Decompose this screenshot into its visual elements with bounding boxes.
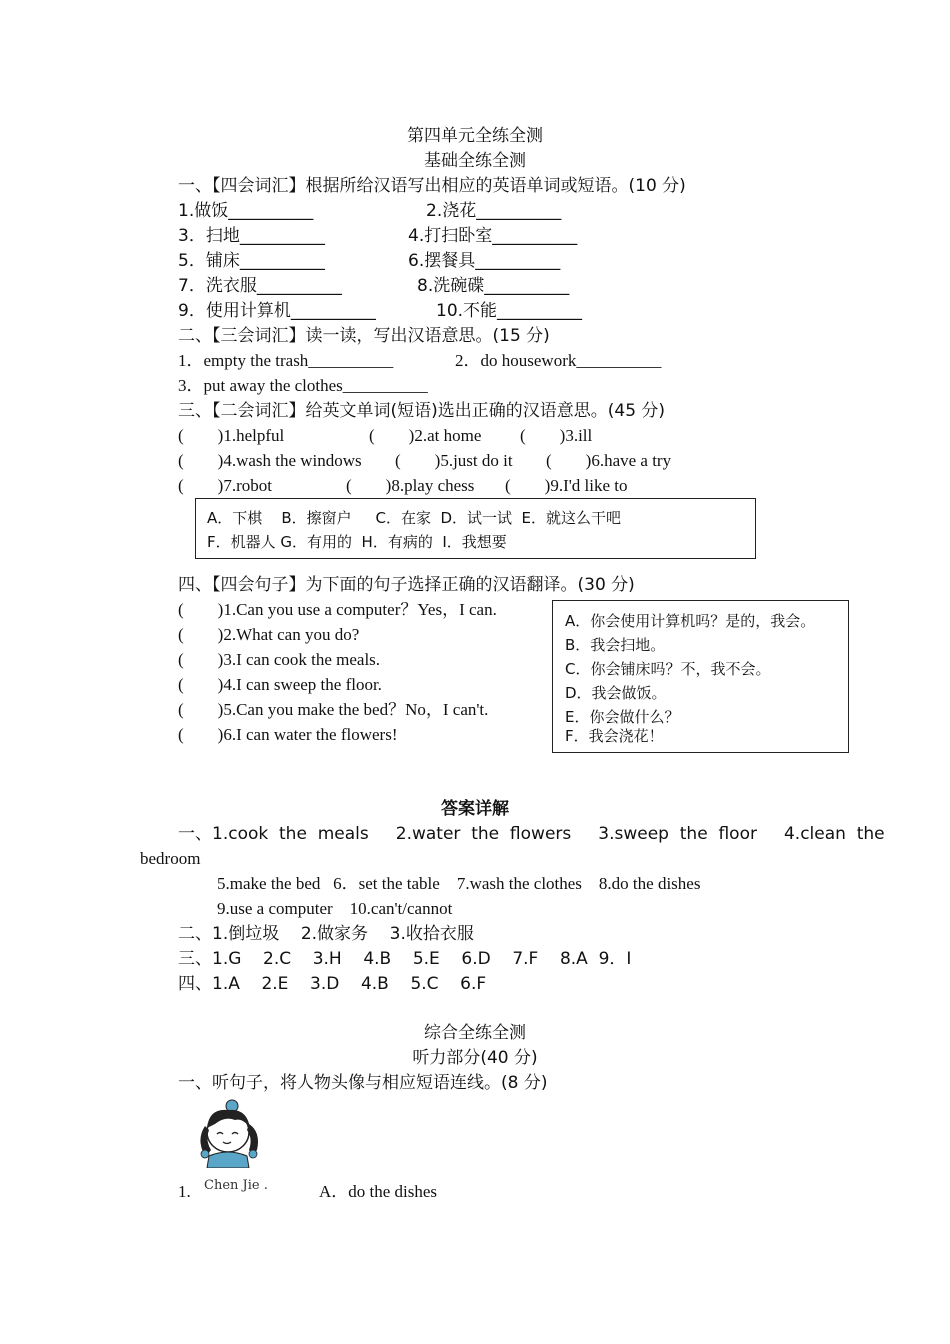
- avatar-caption: Chen Jie .: [204, 1178, 268, 1193]
- s1-item-1: 1.做饭__________: [178, 201, 314, 221]
- listening-item-number: 1.: [178, 1182, 191, 1201]
- s4-option-f: F．我会浇花！: [565, 727, 664, 745]
- section3-heading: 三、【二会词汇】给英文单词(短语)选出正确的汉语意思。(45 分): [178, 401, 666, 421]
- listening-heading: 一、听句子，将人物头像与相应短语连线。(8 分): [178, 1073, 548, 1093]
- s3-question-4: ( )4.wash the windows: [178, 451, 362, 470]
- s4-question-4: ( )4.I can sweep the floor.: [178, 675, 382, 694]
- s3-question-3: ( )3.ill: [520, 426, 593, 445]
- s3-options-line-1: A．下棋 B．擦窗户 C．在家 D．试一试 E．就这么干吧: [207, 509, 622, 527]
- s1-item-4: 4.打扫卧室__________: [408, 226, 578, 246]
- section2-heading: 二、【三会词汇】读一读，写出汉语意思。(15 分): [178, 326, 550, 346]
- answers-line-1: 一、1.cook the meals 2.water the flowers 3.sweep the floor 4.clean the: [178, 824, 885, 844]
- s2-item-3: 3．put away the clothes__________: [178, 376, 428, 395]
- s3-question-7: ( )7.robot: [178, 476, 272, 495]
- s3-question-6: ( )6.have a try: [546, 451, 672, 470]
- s1-item-10: 10.不能__________: [436, 301, 583, 321]
- answers-line-6: 四、1.A 2.E 3.D 4.B 5.C 6.F: [178, 974, 487, 994]
- answers-title: 答案详解: [441, 799, 509, 819]
- s1-item-8: 8.洗碗碟__________: [417, 276, 570, 296]
- page-title: 第四单元全练全测: [407, 126, 543, 146]
- listening-subtitle: 听力部分(40 分): [412, 1048, 538, 1068]
- s1-item-2: 2.浇花__________: [426, 201, 562, 221]
- s1-item-9: 9．使用计算机__________: [178, 301, 376, 321]
- section4-heading: 四、【四会句子】为下面的句子选择正确的汉语翻译。(30 分): [178, 575, 635, 595]
- comprehensive-title: 综合全练全测: [424, 1023, 526, 1043]
- s3-question-8: ( )8.play chess: [346, 476, 475, 495]
- s1-item-5: 5．铺床__________: [178, 251, 325, 271]
- s1-item-6: 6.摆餐具__________: [408, 251, 561, 271]
- s3-question-5: ( )5.just do it: [395, 451, 513, 470]
- s2-item-1: 1．empty the trash__________: [178, 351, 394, 370]
- s4-question-3: ( )3.I can cook the meals.: [178, 650, 381, 669]
- s1-item-7: 7．洗衣服__________: [178, 276, 342, 296]
- s4-question-1: ( )1.Can you use a computer？Yes，I can.: [178, 600, 497, 619]
- s3-question-2: ( )2.at home: [369, 426, 482, 445]
- answers-line-3: 9.use a computer 10.can't/cannot: [217, 899, 453, 918]
- s4-option-b: B．我会扫地。: [565, 636, 666, 654]
- s4-question-5: ( )5.Can you make the bed？No，I can't.: [178, 700, 489, 719]
- answers-line-5: 三、1.G 2.C 3.H 4.B 5.E 6.D 7.F 8.A 9．I: [178, 949, 632, 969]
- s4-option-a: A．你会使用计算机吗？是的，我会。: [565, 612, 816, 630]
- s4-question-6: ( )6.I can water the flowers!: [178, 725, 398, 744]
- answers-line-1b: bedroom: [140, 849, 201, 868]
- section1-heading: 一、【四会词汇】根据所给汉语写出相应的英语单词或短语。(10 分): [178, 176, 686, 196]
- s4-options-box: [552, 600, 849, 753]
- s3-question-1: ( )1.helpful: [178, 426, 285, 445]
- page-subtitle: 基础全练全测: [424, 151, 526, 171]
- answers-line-4: 二、1.倒垃圾 2.做家务 3.收拾衣服: [178, 924, 474, 944]
- s4-question-2: ( )2.What can you do?: [178, 625, 360, 644]
- listening-option-a: A．do the dishes: [319, 1182, 438, 1201]
- s3-options-line-2: F．机器人 G．有用的 H．有病的 I．我想要: [207, 533, 507, 551]
- answers-line-2: 5.make the bed 6．set the table 7.wash the clothes 8.do the dishes: [217, 874, 701, 893]
- s4-option-e: E．你会做什么？: [565, 708, 680, 726]
- s4-option-d: D．我会做饭。: [565, 684, 667, 702]
- girl-avatar-icon: [195, 1098, 273, 1168]
- s3-options-box: [195, 498, 756, 559]
- s2-item-2: 2．do housework__________: [455, 351, 662, 370]
- s3-question-9: ( )9.I'd like to: [505, 476, 628, 495]
- s4-option-c: C．你会铺床吗？不，我不会。: [565, 660, 771, 678]
- s1-item-3: 3．扫地__________: [178, 226, 325, 246]
